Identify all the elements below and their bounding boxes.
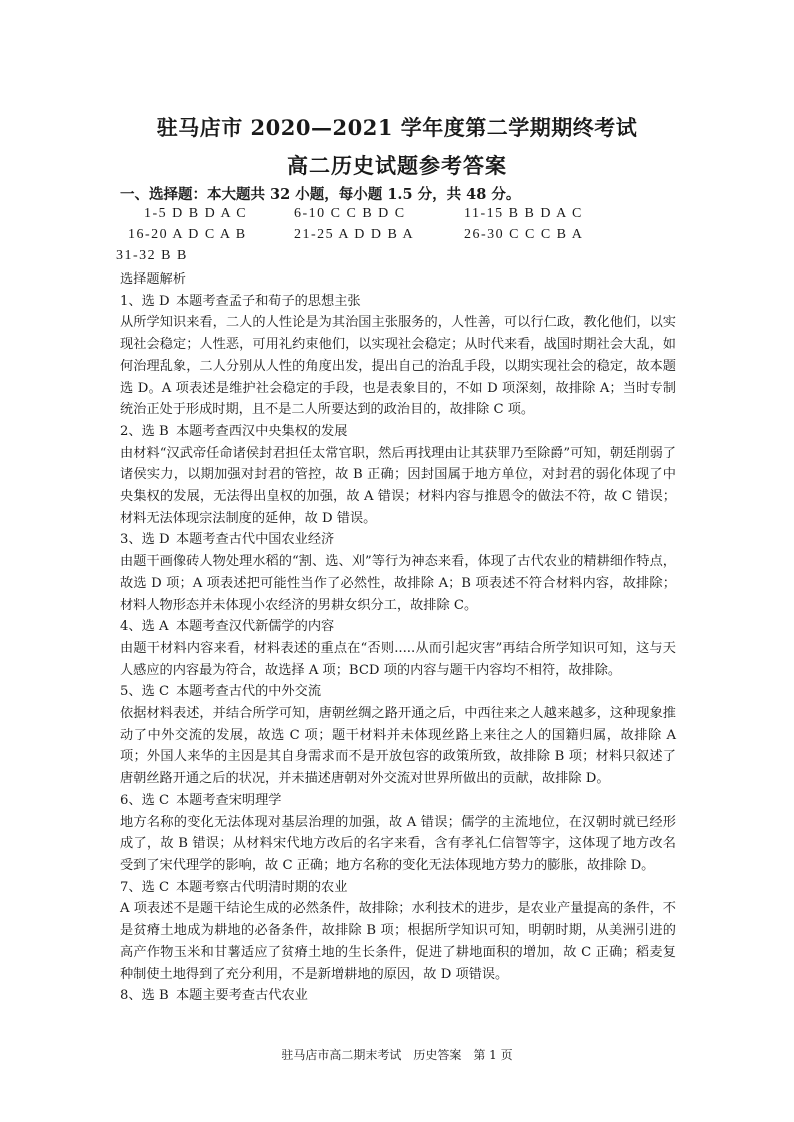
question-topic: 本题考查孟子和荀子的思想主张 — [176, 293, 361, 309]
question-heading — [120, 421, 676, 443]
question-answer: 8、选 B — [120, 988, 169, 1004]
answer-row — [126, 206, 686, 227]
question-answer: 6、选 C — [120, 792, 170, 808]
answer-row — [126, 227, 686, 248]
question-answer: 4、选 A — [120, 619, 169, 635]
question-explanation: 从所学知识来看，二人的人性论是为其治国主张服务的，人性善，可以行仁政，教化他们，以实现社会稳定；人性恶，可用礼约束他们，以实现社会稳定；从时代来看，战国时期社会大乱，如何治理乱象，二人分别从人性的角度出发，提出自己的治乱手段，以期实现社会的稳定，故本题选 D。A 项表述是维护社会稳定的手段，也是表象目的，不如 D 项深刻，故排除 A；当时专制统治正处于形成时期，且不是二人所要达到的政治目的，故排除 C 项。 — [120, 315, 676, 418]
question-explanation: 依据材料表述，并结合所学可知，唐朝丝绸之路开通之后，中西往来之人越来越多，这种现象推动了中外交流的发展，故选 C 项；题干材料并未体现丝路上来往之人的国籍归属，故排除 A 项；外国人来华的主因是其自身需求而不是开放包容的政策所致，故排除 B 项；材料只叙述了唐朝丝路开通之后的状况，并未描述唐朝对外交流对世界所做出的贡献，故排除 D。 — [120, 706, 676, 787]
question-topic: 本题考查古代的中外交流 — [176, 684, 322, 700]
question-topic: 本题考查古代中国农业经济 — [176, 532, 335, 548]
question-explanation: A 项表述不是题干结论生成的必然条件，故排除；水利技术的进步，是农业产量提高的条件，不是贫瘠土地成为耕地的必备条件，故排除 B 项；根据所学知识可知，明朝时期，从美洲引进的高产作物玉米和甘薯适应了贫瘠土地的生长条件，促进了耕地面积的增加，故 C 正确；稻麦复种制使土地得到了充分利用，不是新增耕地的原因，故 D 项错误。 — [120, 901, 676, 982]
question-answer: 3、选 D — [120, 532, 170, 548]
page-footer: 驻马店市高二期末考试 历史答案 第 1 页 — [281, 1048, 513, 1062]
answer-cell: 1-5 D B D A C — [144, 206, 248, 221]
question-heading — [120, 681, 676, 703]
page-subtitle: 高二历史试题参考答案 — [287, 153, 507, 178]
answer-cell: 31-32 B B — [116, 248, 188, 263]
question-topic: 本题考查西汉中央集权的发展 — [176, 423, 348, 439]
answer-row — [116, 248, 686, 269]
question-topic: 本题主要考查古代农业 — [176, 988, 308, 1004]
question-explanation: 地方名称的变化无法体现对基层治理的加强，故 A 错误；儒学的主流地位，在汉朝时就已经形成了，故 B 错误；从材料宋代地方改后的名字来看，含有孝礼仁信智等字，这体现了地方改名受到了宋代理学的影响，故 C 正确；地方名称的变化无法体现地方势力的膨胀，故排除 D。 — [120, 814, 676, 873]
question-topic: 本题考查宋明理学 — [176, 792, 282, 808]
answer-cell: 11-15 B B D A C — [464, 206, 583, 221]
question-explanation: 由材料“汉武帝任命诸侯封君担任太常官职，然后再找理由让其获罪乃至除爵”可知，朝廷削弱了诸侯实力，以期加强对封君的管控，故 B 正确；因封国属于地方单位，对封君的弱化体现了中央集权的发展，无法得出皇权的加强，故 A 错误；材料内容与推恩令的做法不符，故 C 错误；材料无法体现宗法制度的延伸，故 D 错误。 — [120, 445, 676, 526]
answer-grid — [116, 206, 686, 269]
question-answer: 2、选 B — [120, 423, 169, 439]
question-explanation: 由题干材料内容来看，材料表述的重点在“否则.....从而引起灾害”再结合所学知识可知，这与天人感应的内容最为符合，故选择 A 项；BCD 项的内容与题干内容均不相符，故排除。 — [120, 640, 676, 678]
section-heading: 一、选择题：本大题共 32 小题，每小题 1.5 分，共 48 分。 — [120, 186, 521, 203]
page-title: 驻马店市 2020—2021 学年度第二学期期终考试 — [156, 115, 638, 140]
question-explanation: 由题干画像砖人物处理水稻的“割、选、刈”等行为神态来看，体现了古代农业的精耕细作特点，故选 D 项；A 项表述把可能性当作了必然性，故排除 A；B 项表述不符合材料内容，故排除；材料人物形态并未体现小农经济的男耕女织分工，故排除 C。 — [120, 554, 676, 613]
question-heading — [120, 616, 676, 638]
question-heading — [120, 877, 676, 899]
analysis-label: 选择题解析 — [120, 272, 186, 287]
answer-cell: 6-10 C C B D C — [294, 206, 406, 221]
question-answer: 5、选 C — [120, 684, 170, 700]
answer-cell: 21-25 A D D B A — [294, 227, 415, 242]
question-heading — [120, 529, 676, 551]
answer-cell: 26-30 C C C B A — [464, 227, 584, 242]
question-topic: 本题考查汉代新儒学的内容 — [176, 619, 335, 635]
answer-cell: 16-20 A D C A B — [128, 227, 247, 242]
analysis-content — [120, 269, 676, 1007]
question-answer: 7、选 C — [120, 879, 170, 895]
question-heading — [120, 790, 676, 812]
question-answer: 1、选 D — [120, 293, 170, 309]
question-heading — [120, 985, 676, 1007]
question-heading — [120, 291, 676, 313]
question-topic: 本题考察古代明清时期的农业 — [176, 879, 348, 895]
